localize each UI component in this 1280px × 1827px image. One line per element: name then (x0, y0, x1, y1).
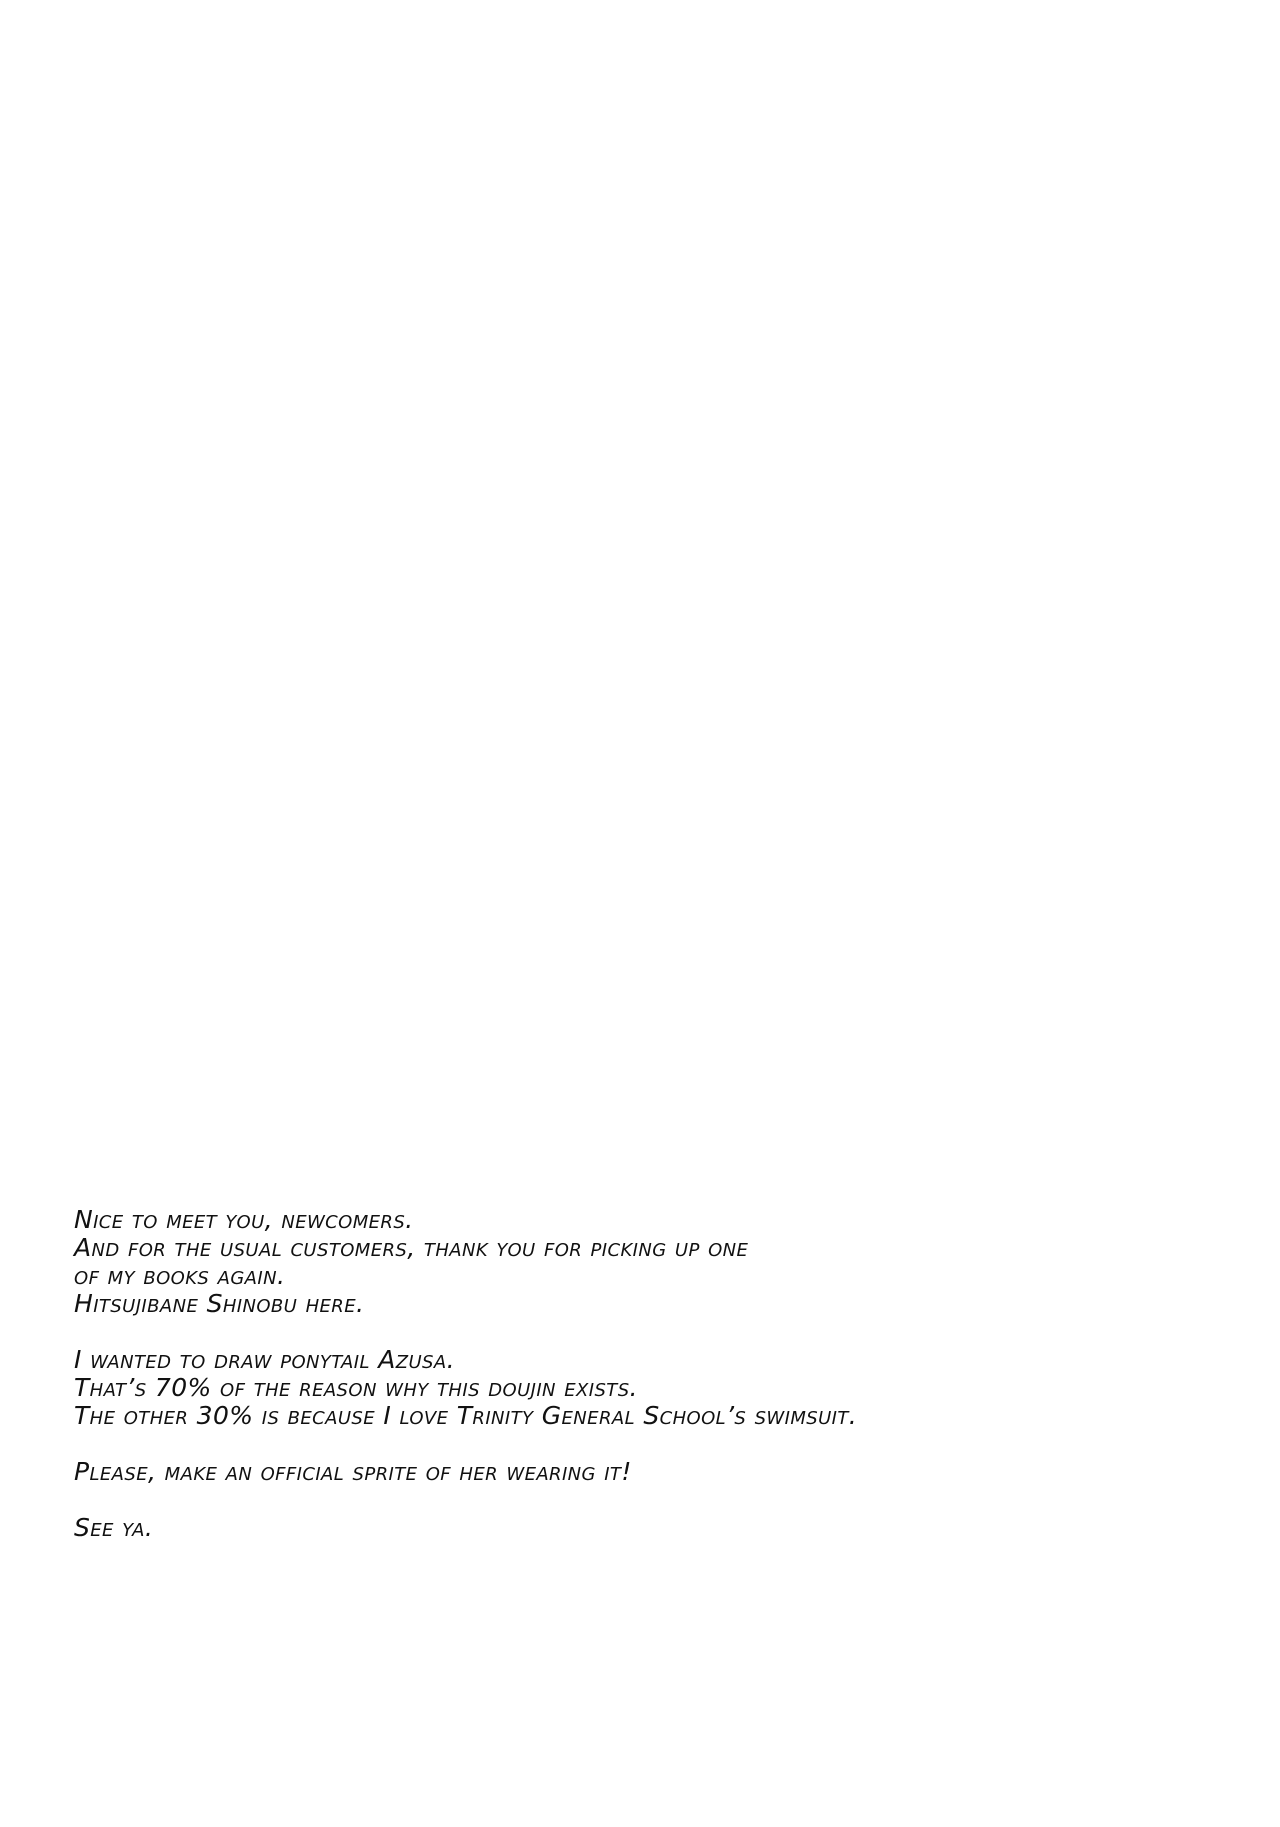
text-line: That’s 70% of the reason why this doujin exists. (74, 1373, 638, 1402)
text-line: Hitsujibane Shinobu here. (74, 1289, 365, 1318)
text-line: See ya. (74, 1513, 154, 1542)
paragraph-greeting (74, 1206, 1224, 1318)
paragraph-reason (74, 1346, 1224, 1430)
paragraph-request (74, 1458, 1224, 1486)
text-line: The other 30% is because I love Trinity General School’s swimsuit. (74, 1401, 858, 1430)
text-line: I wanted to draw ponytail Azusa. (74, 1345, 455, 1374)
text-line: of my books again. (74, 1261, 286, 1290)
text-line: Nice to meet you, newcomers. (74, 1205, 414, 1234)
afterword-text (74, 1206, 1224, 1570)
text-line: Please, make an official sprite of her wearing it! (74, 1457, 632, 1486)
paragraph-signoff (74, 1514, 1224, 1542)
text-line: And for the usual customers, thank you for picking up one (74, 1233, 749, 1262)
